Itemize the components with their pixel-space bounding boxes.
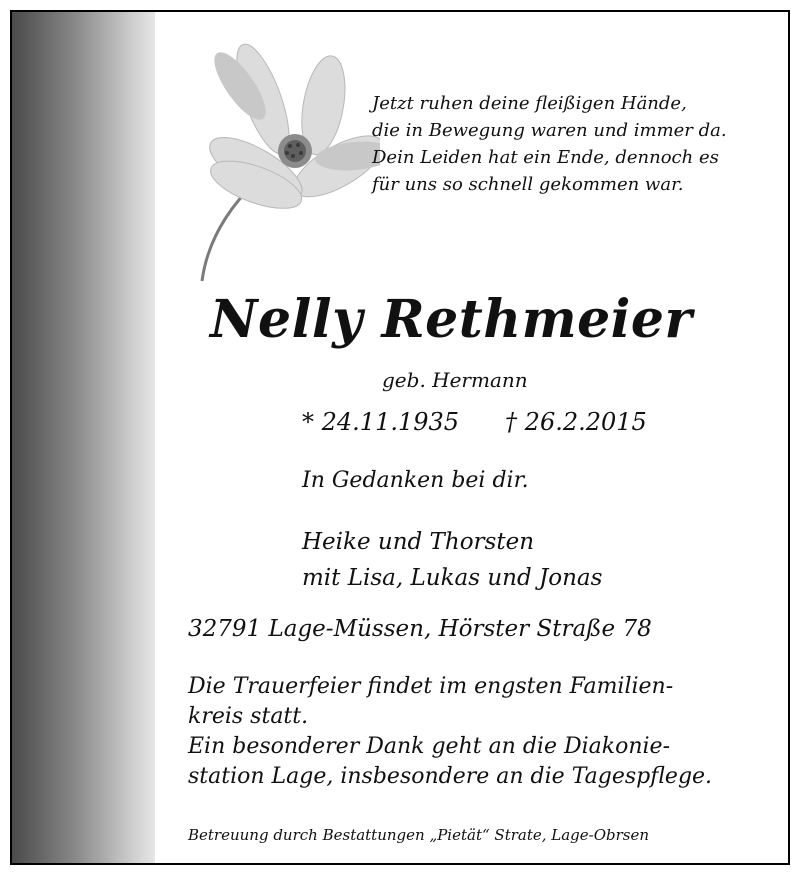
undertaker-footer: Betreuung durch Bestattungen „Pietät“ Strate, Lage-Obrsen (188, 826, 650, 844)
funeral-notice (188, 672, 712, 792)
family-signature (302, 524, 602, 596)
deceased-name: Nelly Rethmeier (210, 289, 693, 350)
poem-verse (372, 90, 782, 198)
family-line: Heike und Thorsten (302, 529, 535, 555)
life-dates (302, 408, 647, 436)
poem-line: für uns so schnell gekommen war. (372, 174, 684, 195)
flower-icon (180, 26, 380, 288)
address: 32791 Lage-Müssen, Hörster Straße 78 (188, 616, 652, 642)
birth-date: * 24.11.1935 (302, 408, 460, 436)
poem-line: Dein Leiden hat ein Ende, dennoch es (372, 147, 719, 168)
poem-line: Jetzt ruhen deine fleißigen Hände, (372, 93, 687, 114)
poem-line: die in Bewegung waren und immer da. (372, 120, 727, 141)
death-date: † 26.2.2015 (505, 408, 647, 436)
maiden-name: geb. Hermann (382, 368, 528, 392)
notice-line: Ein besonderer Dank geht an die Diakonie- (188, 734, 671, 759)
notice-line: Die Trauerfeier findet im engsten Familien- (188, 674, 674, 699)
notice-line: station Lage, insbesondere an die Tagespflege. (188, 764, 713, 789)
obituary-frame (10, 10, 790, 865)
thoughts-line: In Gedanken bei dir. (302, 468, 529, 493)
gradient-side-bar (12, 12, 155, 863)
family-line: mit Lisa, Lukas und Jonas (302, 565, 603, 591)
notice-line: kreis statt. (188, 704, 309, 729)
